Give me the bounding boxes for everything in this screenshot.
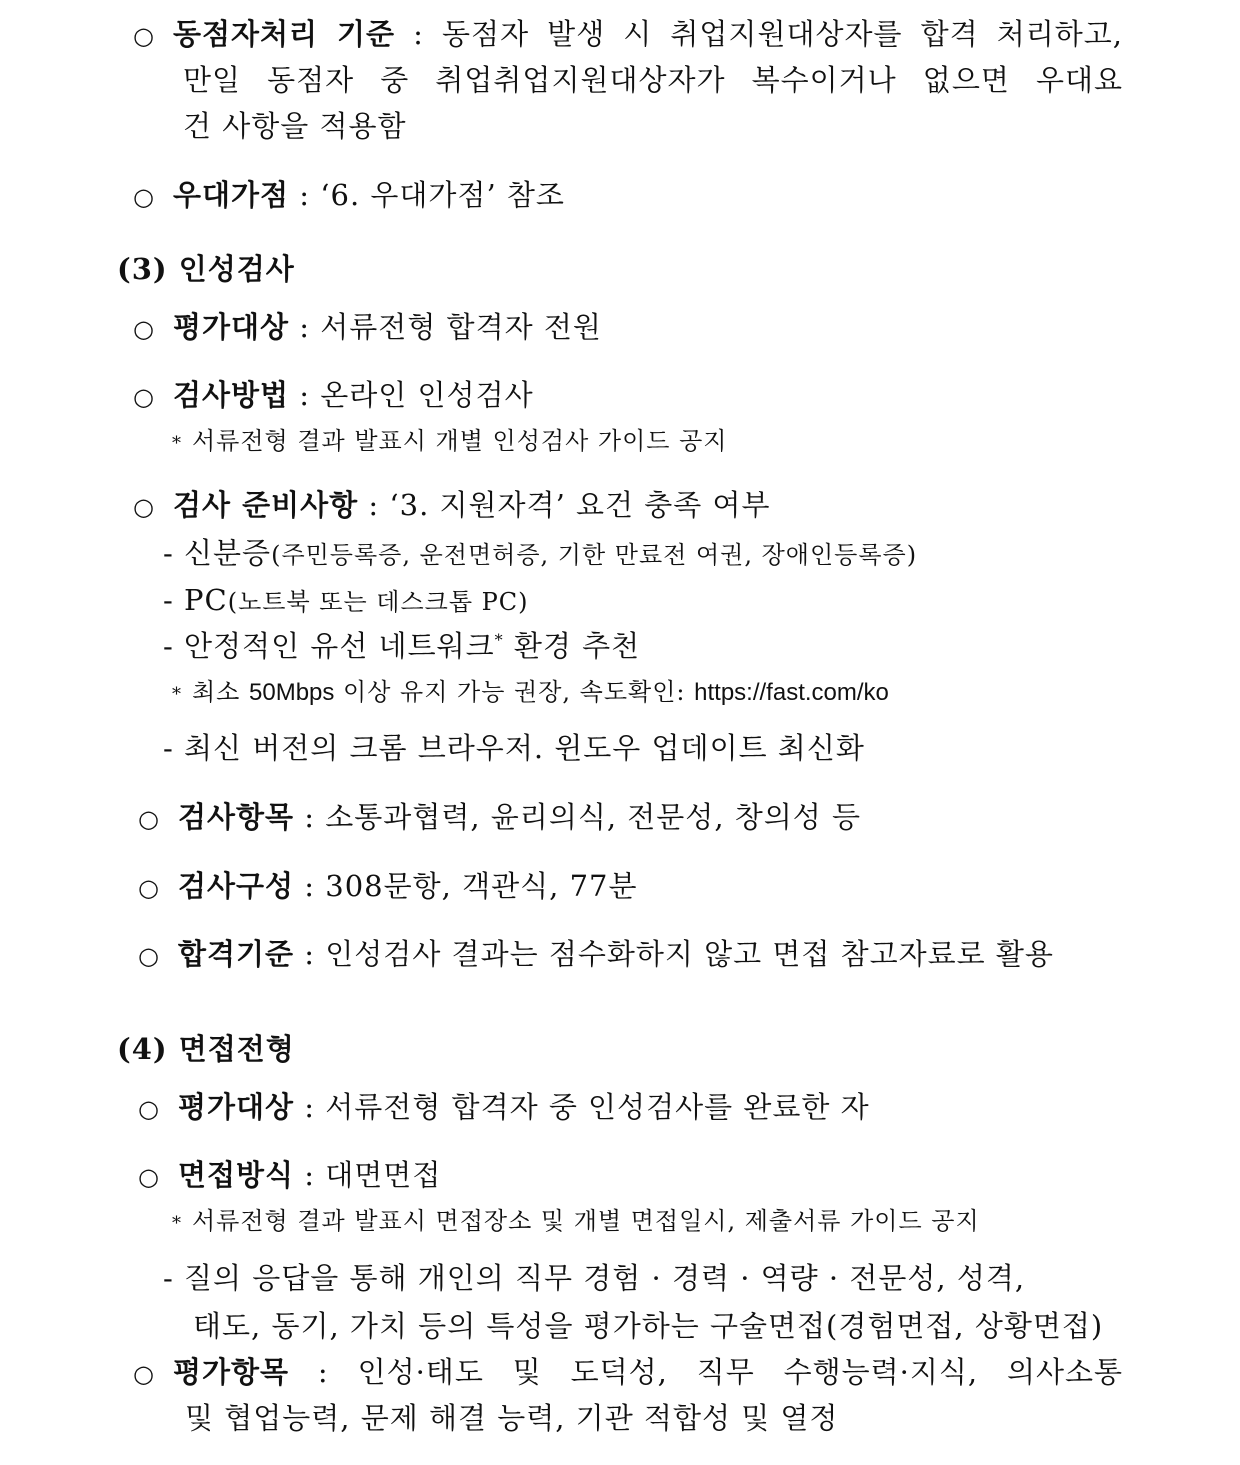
personality-method-text: 온라인 인성검사 (320, 378, 534, 412)
prep-pc-item (163, 580, 529, 622)
interview-items-label: 평가항목 (173, 1355, 290, 1389)
prep-browser-item (163, 728, 865, 768)
personality-criteria-item (138, 934, 1054, 976)
bonus-points-item (133, 175, 565, 217)
personality-target-item (133, 307, 602, 349)
interview-items-text-1: 인성·태도 및 도덕성, 직무 수행능력·지식, 의사소통 (357, 1355, 1123, 1389)
bullet-circle-icon: ○ (138, 805, 160, 833)
personality-prep-text: ‘3. 지원자격’ 요건 충족 여부 (389, 488, 771, 522)
personality-target-text: 서류전형 합격자 전원 (320, 310, 602, 344)
tie-rule-line-2 (183, 60, 1123, 100)
bullet-circle-icon: ○ (133, 22, 155, 50)
interview-target-item (138, 1087, 870, 1129)
bullet-circle-icon: ○ (133, 1360, 155, 1388)
separator: : (299, 178, 311, 212)
tie-rule-line-1 (133, 14, 1123, 56)
personality-prep-item (133, 485, 771, 527)
prep-id-card-sub: (주민등록증, 운전면허증, 기한 만료전 여권, 장애인등록증) (271, 541, 918, 569)
bullet-circle-icon: ○ (138, 1095, 160, 1123)
interview-method-label: 면접방식 (178, 1158, 295, 1192)
interview-items-text-2: 및 협업능력, 문제 해결 능력, 기관 적합성 및 열정 (185, 1401, 839, 1435)
separator: : (413, 17, 424, 51)
interview-method-item (138, 1155, 441, 1197)
personality-items-item (138, 797, 861, 839)
personality-composition-text: 308문항, 객관식, 77분 (325, 869, 638, 903)
personality-items-label: 검사항목 (178, 800, 295, 834)
prep-network-note-a: 최소 (192, 678, 241, 706)
bullet-circle-icon: ○ (133, 383, 155, 411)
tie-rule-label: 동점자처리 기준 (173, 17, 396, 51)
prep-network-note-speed: 50Mbps (249, 679, 335, 706)
section-heading-personality: (3) 인성검사 (117, 252, 295, 286)
dash-marker: - (163, 536, 174, 570)
dash-marker: - (163, 731, 174, 765)
separator: : (304, 1158, 316, 1192)
personality-method-item (133, 375, 534, 417)
interview-method-text: 대면면접 (325, 1158, 442, 1192)
personality-composition-label: 검사구성 (178, 869, 295, 903)
interview-target-label: 평가대상 (178, 1090, 295, 1124)
bonus-points-label: 우대가점 (173, 178, 290, 212)
note-asterisk-icon: * (494, 630, 504, 650)
separator: : (299, 310, 311, 344)
prep-id-card-main: 신분증 (184, 536, 272, 570)
dash-marker: - (163, 1261, 174, 1295)
separator: : (304, 1090, 316, 1124)
interview-desc-line-1 (163, 1258, 1025, 1298)
interview-items-line-2 (185, 1398, 838, 1438)
prep-id-card-item (163, 533, 917, 575)
tie-rule-line-3 (183, 106, 407, 146)
section-heading-interview: (4) 면접전형 (117, 1032, 295, 1066)
prep-pc-main: PC (184, 583, 228, 617)
bullet-circle-icon: ○ (138, 874, 160, 902)
personality-criteria-text: 인성검사 결과는 점수화하지 않고 면접 참고자료로 활용 (325, 937, 1054, 971)
speed-test-link[interactable]: https://fast.com/ko (694, 679, 889, 706)
prep-network-item (163, 626, 640, 666)
interview-target-text: 서류전형 합격자 중 인성검사를 완료한 자 (325, 1090, 870, 1124)
prep-network-note (172, 672, 889, 715)
personality-method-label: 검사방법 (173, 378, 290, 412)
tie-rule-text-3: 건 사항을 적용함 (183, 109, 407, 143)
interview-items-line-1 (133, 1352, 1123, 1394)
separator: : (368, 488, 380, 522)
dash-marker: - (163, 583, 174, 617)
bonus-points-text: ‘6. 우대가점’ 참조 (320, 178, 565, 212)
separator: : (304, 800, 316, 834)
interview-desc-text-2: 태도, 동기, 가치 등의 특성을 평가하는 구술면접(경험면접, 상황면접) (193, 1309, 1104, 1343)
personality-criteria-label: 합격기준 (178, 937, 295, 971)
bullet-circle-icon: ○ (138, 1163, 160, 1191)
personality-prep-label: 검사 준비사항 (173, 488, 359, 522)
prep-network-text-b: 환경 추천 (513, 629, 641, 663)
personality-items-text: 소통과협력, 윤리의식, 전문성, 창의성 등 (325, 800, 862, 834)
separator: : (304, 937, 316, 971)
prep-pc-sub: (노트북 또는 데스크톱 PC) (227, 588, 529, 616)
bullet-circle-icon: ○ (133, 493, 155, 521)
personality-target-label: 평가대상 (173, 310, 290, 344)
prep-browser-text: 최신 버전의 크롬 브라우저. 윈도우 업데이트 최신화 (184, 731, 865, 765)
separator: : (317, 1355, 329, 1389)
dash-marker: - (163, 629, 174, 663)
interview-method-note (172, 1201, 980, 1244)
personality-method-note-text: 서류전형 결과 발표시 개별 인성검사 가이드 공지 (192, 427, 728, 455)
interview-desc-line-2 (193, 1306, 1103, 1346)
note-asterisk-icon: * (172, 684, 182, 705)
separator: : (304, 869, 316, 903)
note-asterisk-icon: * (172, 433, 182, 454)
bullet-circle-icon: ○ (133, 183, 155, 211)
personality-method-note (172, 421, 727, 464)
prep-network-note-c: 이상 유지 가능 권장, 속도확인: (343, 678, 686, 706)
interview-method-note-text: 서류전형 결과 발표시 면접장소 및 개별 면접일시, 제출서류 가이드 공지 (192, 1207, 980, 1235)
tie-rule-text-2: 만일 동점자 중 취업취업지원대상자가 복수이거나 없으면 우대요 (183, 63, 1123, 97)
note-asterisk-icon: * (172, 1213, 182, 1234)
interview-desc-text-1: 질의 응답을 통해 개인의 직무 경험 · 경력 · 역량 · 전문성, 성격, (184, 1261, 1026, 1295)
personality-composition-item (138, 866, 638, 908)
bullet-circle-icon: ○ (133, 315, 155, 343)
separator: : (299, 378, 311, 412)
prep-network-text-a: 안정적인 유선 네트워크 (184, 629, 495, 663)
bullet-circle-icon: ○ (138, 942, 160, 970)
tie-rule-text-1: 동점자 발생 시 취업지원대상자를 합격 처리하고, (442, 17, 1124, 51)
